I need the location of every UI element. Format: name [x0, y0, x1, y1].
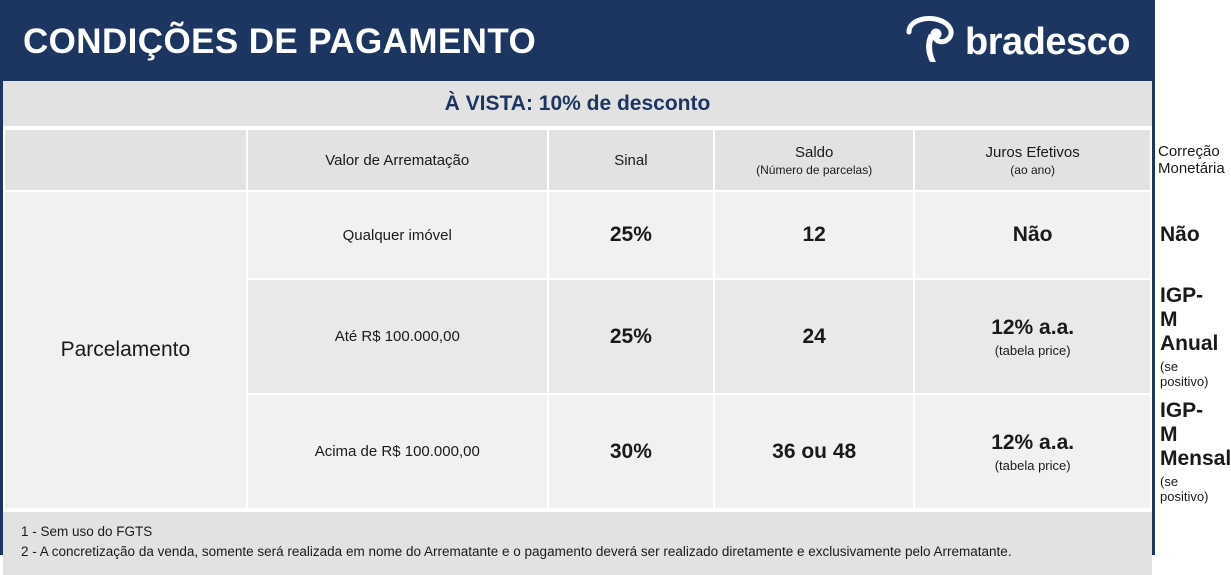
footnotes — [3, 510, 1152, 575]
column-header-saldo-label: Saldo — [794, 143, 834, 161]
cell-juros-value: 12% a.a. — [991, 315, 1075, 339]
cell-sinal: 25% — [548, 191, 714, 279]
cell-correcao-value: Não — [1160, 223, 1200, 246]
column-header-juros — [914, 129, 1151, 191]
cell-saldo: 24 — [714, 279, 914, 394]
cell-juros — [914, 279, 1151, 394]
bradesco-tree-icon — [903, 14, 959, 71]
table-row: Acima de R$ 100.000,00 30% 36 ou 48 12% a.a. (tabela price) IGP-M Mensal (se positivo) — [4, 394, 1151, 509]
cell-sinal: 30% — [548, 394, 714, 509]
header-spacer-cell — [4, 129, 247, 191]
conditions-table — [3, 128, 1231, 510]
page-title: CONDIÇÕES DE PAGAMENTO — [23, 22, 537, 61]
cell-juros-sub: (tabela price) — [994, 457, 1071, 473]
conditions-table-wrapper — [3, 128, 1231, 510]
cell-valor: Até R$ 100.000,00 — [247, 279, 548, 394]
discount-banner — [3, 81, 1152, 128]
brand-name: bradesco — [965, 20, 1130, 63]
table-head — [4, 129, 1225, 191]
column-header-saldo-sub: (Número de parcelas) — [756, 162, 873, 177]
discount-text: À VISTA: 10% de desconto — [444, 91, 711, 115]
table-body — [4, 191, 1231, 509]
column-header-sinal-label: Sinal — [614, 151, 648, 169]
cell-sinal: 25% — [548, 279, 714, 394]
cell-juros-value: Não — [1012, 223, 1053, 246]
cell-juros — [914, 394, 1151, 509]
column-header-correcao-label: Correção Monetária — [1158, 143, 1225, 177]
table-row — [4, 191, 1151, 279]
cell-correcao-value: IGP-M Mensal — [1160, 399, 1231, 470]
cell-correcao-value: IGP-M Anual — [1160, 284, 1219, 355]
column-header-sinal — [548, 129, 714, 191]
row-group-label: Parcelamento — [4, 191, 247, 509]
brand-logo — [903, 14, 1130, 71]
cell-juros-value: 12% a.a. — [991, 430, 1075, 454]
table-row: Até R$ 100.000,00 25% 24 12% a.a. (tabela price) IGP-M Anual (se positivo) — [4, 279, 1151, 394]
column-header-juros-label: Juros Efetivos — [985, 143, 1080, 161]
column-header-saldo — [714, 129, 914, 191]
cell-valor: Qualquer imóvel — [247, 191, 548, 279]
cell-valor: Acima de R$ 100.000,00 — [247, 394, 548, 509]
cell-saldo: 12 — [714, 191, 914, 279]
cell-juros-sub: (tabela price) — [994, 342, 1071, 358]
column-header-valor-label: Valor de Arrematação — [325, 151, 470, 169]
cell-saldo: 36 ou 48 — [714, 394, 914, 509]
table-header-row — [4, 129, 1151, 191]
footnote-1: 1 - Sem uso do FGTS — [21, 524, 153, 539]
cell-juros — [914, 191, 1151, 279]
header-bar — [3, 3, 1152, 81]
footnote-2: 2 - A concretização da venda, somente será realizada em nome do Arrematante e o pagamento deverá ser realizado diretamente e exclusivamente pelo Arrematante. — [21, 544, 1012, 560]
column-header-valor — [247, 129, 548, 191]
column-header-juros-sub: (ao ano) — [1010, 162, 1055, 177]
